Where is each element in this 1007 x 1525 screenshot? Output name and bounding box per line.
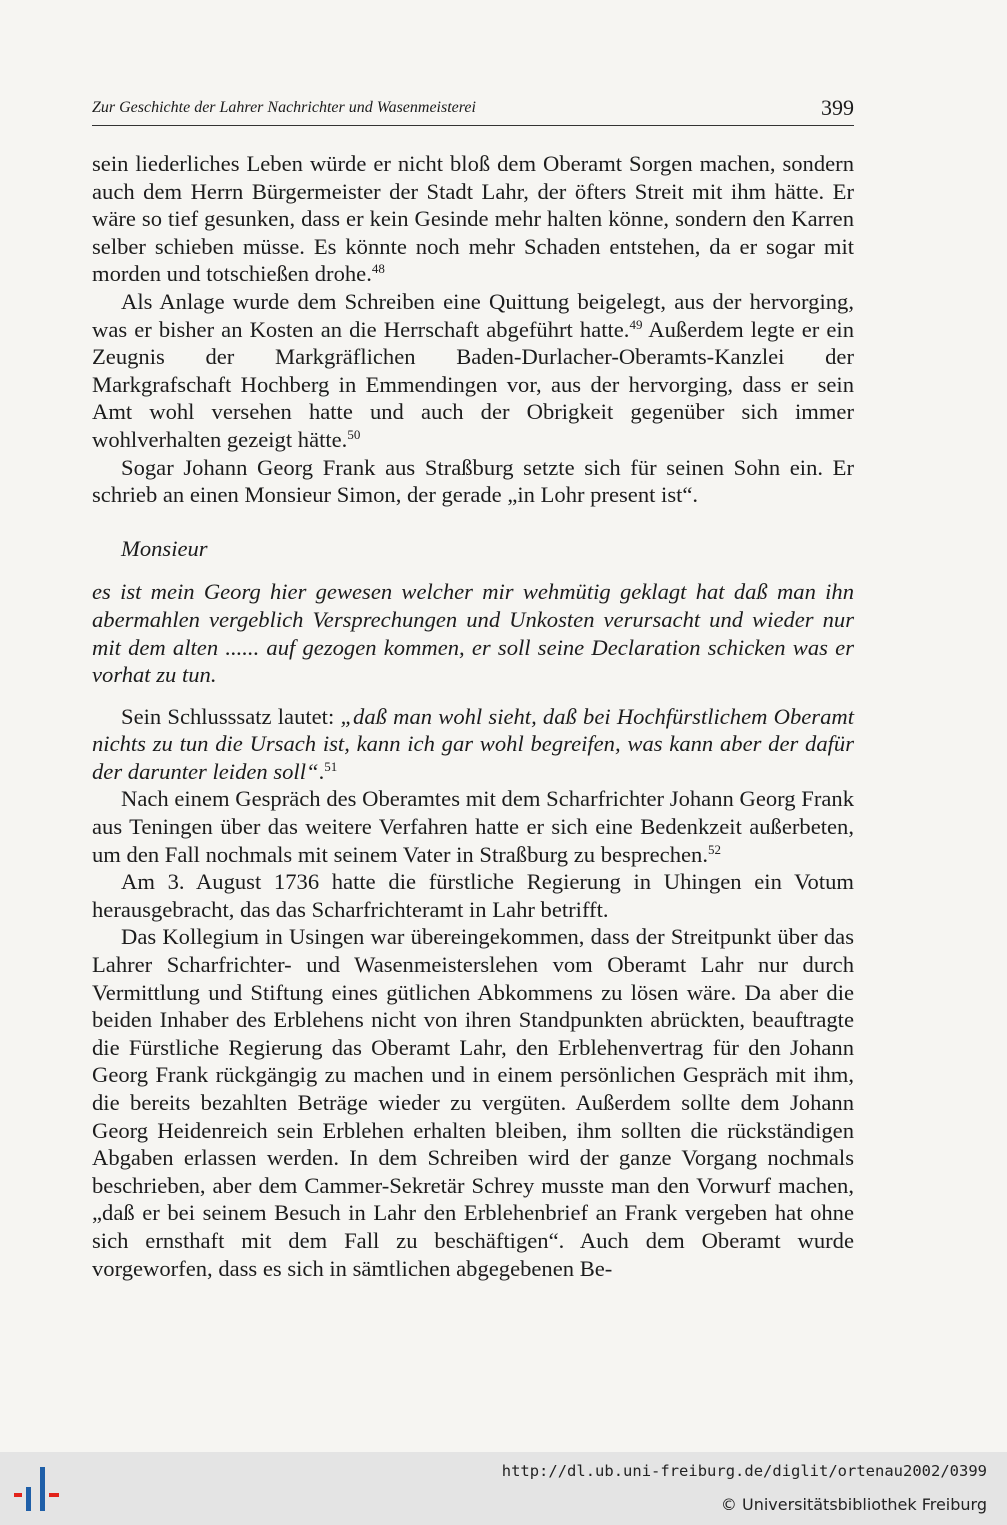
- paragraph-1: [92, 150, 854, 288]
- footnote-ref-52: 52: [707, 841, 721, 857]
- paragraph-7: Das Kollegium in Usingen war übereingekommen, dass der Streitpunkt über das Lahrer Scharfrichter- und Wasenmeisterslehen vom Oberamt Lahr nur durch Vermittlung und Stiftung eines gütlichen Abkommens zu lösen wäre. Da aber die beiden Inhaber des Erblehens nicht von ihren Standpunkten abrückten, beauftragte die Fürstliche Regierung das Oberamt Lahr, den Erblehenvertrag für den Johann Georg Frank rückgängig zu machen und in einem persönlichen Gespräch mit ihm, die bereits bezahlten Beträge wieder zu vergüten. Außerdem sollte dem Johann Georg Heidenreich sein Erblehen erhalten bleiben, ihm sollten die rückständigen Abgaben erlassen werden. In dem Schreiben wird der ganze Vorgang nochmals beschrieben, aber dem Cammer-Sekretär Schrey musste man den Vorwurf machen, „daß er bei seinem Besuch in Lahr den Erblehenbrief an Frank vergeben hat ohne sich ernsthaft mit dem Fall zu beschäftigen“. Auch dem Oberamt wurde vorgeworfen, dass es sich in sämtlichen abgegebenen Be-: [92, 924, 854, 1281]
- letter-quote: es ist mein Georg hier gewesen welcher mir wehmütig geklagt hat daß man ihn abermahlen vergeblich Versprechungen und Unkosten verursacht und wieder nur mit dem alten ...... auf gezogen kommen, er soll seine Declaration schicken was er vorhat zu tun.: [92, 579, 854, 688]
- paragraph-4-lead: Sein Schlusssatz lautet:: [121, 703, 341, 729]
- running-head-title: Zur Geschichte der Lahrer Nachrichter und Wasenmeisterei: [92, 99, 476, 116]
- paragraph-4-tail: .: [318, 758, 325, 784]
- paragraph-1-text: sein liederliches Leben würde er nicht bloß dem Oberamt Sorgen machen, sondern auch dem Herrn Bürgermeister der Stadt Lahr, der öfters Streit mit ihm hätte. Er wäre so tief gesunken, dass er kein Gesinde mehr halten könne, sondern den Karren selber schieben müsse. Es könnte noch mehr Schaden entstehen, da er sogar mit morden und totschießen drohe.: [92, 151, 854, 287]
- paragraph-3: Sogar Johann Georg Frank aus Straßburg setzte sich für seinen Sohn ein. Er schrieb an einen Monsieur Simon, der gerade „in Lohr present ist“.: [92, 454, 854, 508]
- paragraph-2-text-b: Außerdem legte er ein Zeugnis der Markgräflichen Baden-Durlacher-Oberamts-Kanzlei der Markgrafschaft Hochberg in Emmendingen vor, aus der hervorging, dass er sein Amt wohl versehen hatte und auch der Obrigkeit gegenüber sich immer wohlverhalten gezeigt hätte.: [92, 316, 854, 452]
- body-text: [92, 150, 854, 1282]
- letter-salutation: Monsieur: [121, 535, 208, 561]
- running-head: [92, 97, 854, 126]
- paragraph-4: [92, 703, 854, 786]
- paragraph-2: [92, 288, 854, 454]
- source-url-link[interactable]: http://dl.ub.uni-freiburg.de/diglit/ortenau2002/0399: [501, 1462, 987, 1480]
- footer-bar: [0, 1452, 1007, 1525]
- footnote-ref-48: 48: [371, 261, 385, 277]
- paragraph-5: [92, 785, 854, 868]
- paragraph-2-text-a: Als Anlage wurde dem Schreiben eine Quittung beigelegt, aus der hervorging, was er bisher an Kosten an die Herrschaft abgeführt hatte.: [92, 288, 854, 342]
- paragraph-5-text: Nach einem Gespräch des Oberamtes mit dem Scharfrichter Johann Georg Frank aus Teningen über das weitere Verfahren hatte er sich eine Bedenkzeit außerbeten, um den Fall nochmals mit seinem Vater in Straßburg zu besprechen.: [92, 786, 854, 867]
- footnote-ref-51: 51: [324, 758, 338, 774]
- footnote-ref-50: 50: [347, 426, 361, 442]
- copyright-notice: © Universitätsbibliothek Freiburg: [720, 1495, 987, 1514]
- paragraph-4-quote: „daß man wohl sieht, daß bei Hochfürstlichem Oberamt nichts zu tun die Ursach ist, kann ich gar wohl begreifen, was kann aber der dafür der darunter leiden soll“: [92, 703, 854, 784]
- paragraph-6: Am 3. August 1736 hatte die fürstliche Regierung in Uhingen ein Votum herausgebracht, das das Scharfrichteramt in Lahr betrifft.: [92, 869, 854, 922]
- page-number: 399: [821, 95, 854, 120]
- ub-freiburg-logo-icon: [10, 1464, 70, 1514]
- footnote-ref-49: 49: [629, 316, 643, 332]
